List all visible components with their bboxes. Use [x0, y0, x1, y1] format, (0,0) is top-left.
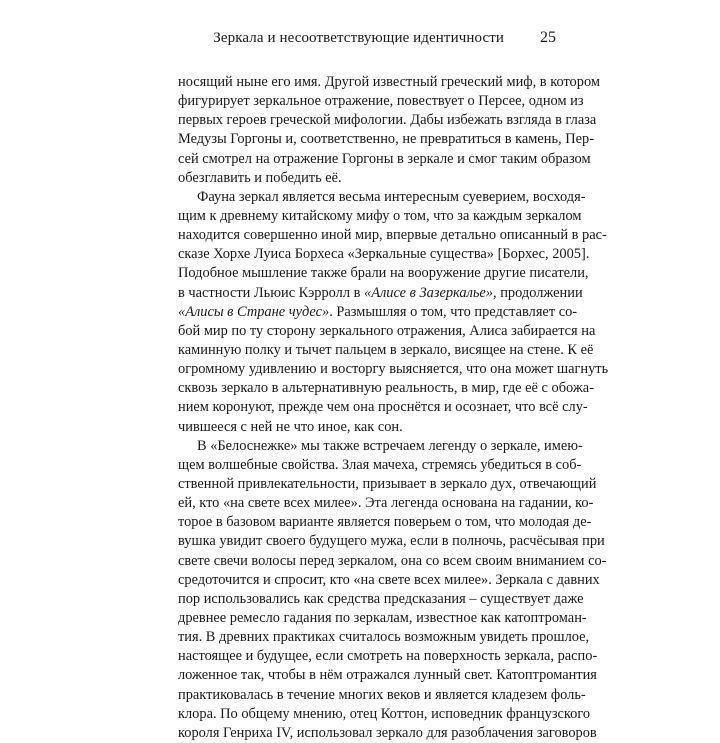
text-line [178, 284, 583, 303]
line-text: ложенное так, чтобы в нём отражался лунный свет. Катоптромантия [178, 667, 597, 684]
line-text: сказе Хорхе Луиса Борхеса «Зеркальные существа» [Борхес, 2005]. [178, 246, 590, 263]
text-line [178, 686, 586, 705]
text-line [178, 111, 597, 130]
text-line [178, 494, 594, 513]
line-text: обезглавить и победить её. [178, 169, 342, 186]
line-text: клора. По общему мнению, отец Коттон, исповедник французского [178, 705, 591, 722]
text-line [178, 647, 598, 666]
line-text: практиковалась в течение многих веков и является кладезем фоль- [178, 686, 586, 703]
text-line [178, 628, 590, 647]
paragraph [178, 437, 607, 743]
text-line [178, 456, 582, 475]
line-text: , продолжении [493, 284, 583, 301]
text-line [178, 245, 590, 264]
line-text: вушка увидит своего будущего мужа, если в полночь, расчёсывая при [178, 533, 605, 550]
text-line [178, 130, 595, 149]
body-text [178, 73, 609, 743]
running-title: Зеркала и несоответствующие идентичности [213, 30, 504, 46]
running-header [0, 30, 556, 52]
line-text: в частности Льюис Кэрролл в [178, 284, 365, 301]
line-text: Подобное мышление также брали на вооружение другие писатели, [178, 265, 589, 282]
line-text: . Размышляя о том, что представляет со- [329, 303, 578, 320]
line-text: ственной привлекательности, призывает в зеркало дух, отвечающий [178, 475, 597, 492]
text-line [178, 207, 582, 226]
text-line [178, 360, 609, 379]
line-text: чившееся с ней не что иное, как сон. [178, 418, 403, 435]
text-line [178, 475, 597, 494]
text-line [178, 571, 600, 590]
line-text: огромному удивлению и восторгу выясняется, что она может шагнуть [178, 361, 609, 378]
text-line [178, 418, 556, 437]
line-text: тия. В древних практиках считалось возможным увидеть прошлое, [178, 629, 590, 646]
line-text: нием коронуют, прежде чем она проснётся и осознает, что всё слу- [178, 399, 588, 416]
line-text: каминную полку и тычет пальцем в зеркало, висящее на стене. К её [178, 341, 594, 358]
text-line [178, 724, 597, 743]
text-line [178, 666, 597, 685]
line-text: находится совершенно иной мир, впервые детально описанный в рас- [178, 227, 607, 244]
line-text: сквозь зеркало в альтернативную реальность, в мир, где её с обожа- [178, 380, 594, 397]
text-line [178, 264, 589, 283]
text-line [178, 73, 600, 92]
text-line [178, 552, 607, 571]
line-text: Медузы Горгоны и, соответственно, не превратиться в камень, Пер- [178, 131, 595, 148]
italic-title-text: «Алисы в Стране чудес» [178, 303, 330, 320]
line-text: Фауна зеркал является весьма интересным суеверием, восходя- [197, 188, 586, 205]
line-text: пор использовались как средства предсказания – существует даже [178, 590, 584, 607]
text-line [178, 303, 578, 322]
line-text: ей, кто «на свете всех милее». Эта легенда основана на гадании, ко- [178, 495, 594, 512]
paragraph [178, 73, 600, 188]
line-text: свете свечи волосы перед зеркалом, она со всем своим вниманием со- [178, 552, 607, 569]
line-text: древнее ремесло гадания по зеркалам, известное как катоптроман- [178, 609, 587, 626]
line-text: В «Белоснежке» мы также встречаем легенду о зеркале, имею- [197, 437, 583, 454]
line-text: бой мир по ту сторону зеркального отражения, Алиса забирается на [178, 322, 596, 339]
text-line [178, 226, 607, 245]
line-text: настоящее и будущее, если смотреть на поверхность зеркала, распо- [178, 648, 598, 665]
line-text: щем волшебные свойства. Злая мачеха, стремясь убедиться в соб- [178, 456, 582, 473]
line-text: короля Генриха IV, использовал зеркало для разоблачения заговоров [178, 724, 597, 741]
text-line [178, 341, 594, 360]
line-text: щим к древнему китайскому мифу о том, что за каждым зеркалом [178, 207, 582, 224]
line-text: фигурирует зеркальное отражение, повествует о Персее, одном из [178, 93, 584, 110]
italic-title-text: «Алисе в Зазеркалье» [364, 284, 494, 301]
text-line [178, 398, 588, 417]
text-line [178, 150, 591, 169]
text-line [178, 322, 596, 341]
text-line [178, 513, 592, 532]
text-line [178, 705, 591, 724]
text-line [178, 609, 587, 628]
text-line [178, 188, 586, 207]
page-number: 25 [540, 29, 556, 46]
paragraph [178, 188, 609, 437]
text-line [178, 437, 583, 456]
line-text: первых героев греческой мифологии. Дабы избежать взгляда в глаза [178, 112, 597, 129]
line-text: торое в базовом варианте является поверьем о том, что молодая де- [178, 514, 592, 531]
text-line [178, 532, 605, 551]
line-text: средоточится и спросит, кто «на свете всех милее». Зеркала с давних [178, 571, 600, 588]
text-line [178, 379, 594, 398]
text-line [178, 169, 556, 188]
text-line [178, 590, 584, 609]
line-text: носящий ныне его имя. Другой известный греческий миф, в котором [178, 74, 600, 90]
line-text: сей смотрел на отражение Горгоны в зеркале и смог таким образом [178, 150, 591, 167]
text-line [178, 92, 584, 111]
